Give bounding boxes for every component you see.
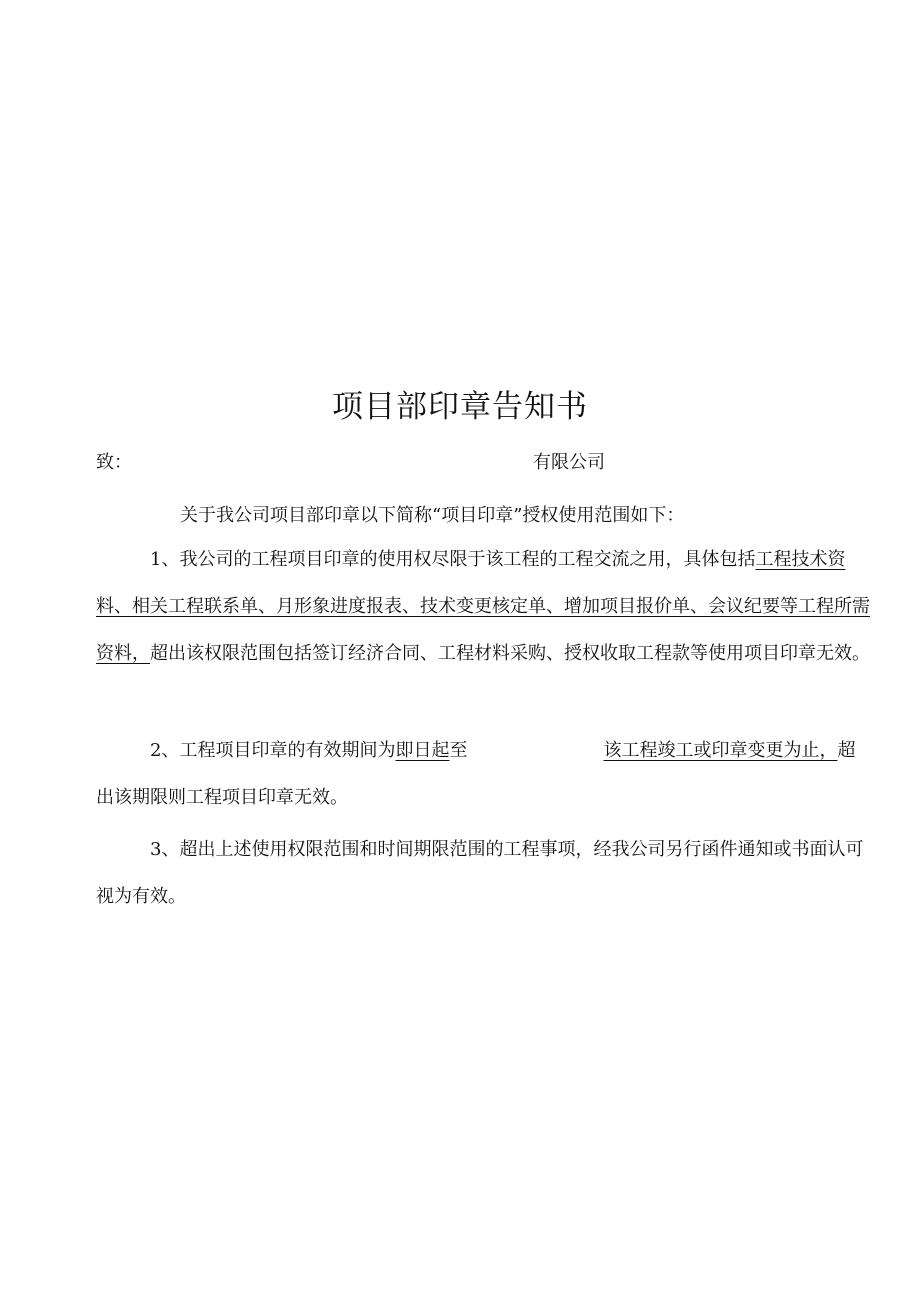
clause-2-middle: 至 [449, 740, 468, 761]
clause-2 [96, 727, 872, 821]
addressee-label: 致： [96, 452, 132, 473]
clause-3 [96, 826, 872, 920]
intro-text: 关于我公司项目部印章以下简称“项目印章”授权使用范围如下： [180, 505, 685, 526]
clause-1-suffix: 超出该权限范围包括签订经济合同、工程材料采购、授权收取工程款等使用项目印章无效。 [150, 643, 870, 664]
clause-2-end: 该工程竣工或印章变更为止， [603, 740, 838, 761]
clause-1-prefix: 1、我公司的工程项目印章的使用权尽限于该工程的工程交流之用，具体包括 [150, 549, 756, 570]
clause-3-text: 3、超出上述使用权限范围和时间期限范围的工程事项，经我公司另行函件通知或书面认可视为有效。 [96, 839, 864, 907]
clause-2-prefix: 2、工程项目印章的有效期间为 [150, 740, 396, 761]
clause-2-start: 即日起 [395, 740, 450, 761]
clause-2-suffix: 超出该期限则工程项目印章无效。 [96, 740, 856, 808]
clause-1 [96, 536, 872, 677]
clause-1-scope: 工程技术资料、相关工程联系单、月形象进度报表、技术变更核定单、增加项目报价单、会议纪要等工程所需资料， [96, 549, 870, 664]
addressee-company: 有限公司 [533, 452, 605, 473]
addressee-line [96, 451, 796, 477]
document-title: 项目部印章告知书 [332, 389, 588, 425]
intro-paragraph [96, 492, 872, 539]
